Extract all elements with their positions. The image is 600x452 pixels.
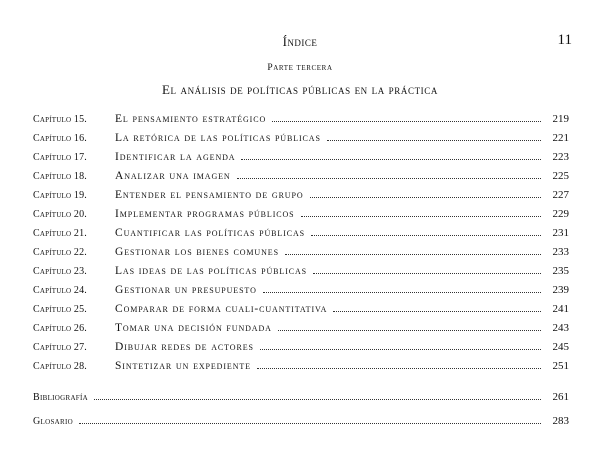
chapter-page: 229 [552,208,569,220]
toc-row [33,168,569,184]
toc-row [33,282,569,298]
chapter-label: Capítulo 23. [33,266,88,277]
toc-row [33,358,569,374]
chapter-page: 239 [552,284,569,296]
dot-leader [260,339,541,350]
dot-leader [272,111,541,122]
toc-row [33,244,569,260]
chapter-page: 245 [552,341,569,353]
toc-row [33,149,569,165]
chapter-label: Capítulo 21. [33,228,88,239]
page-number: 11 [557,32,572,48]
chapter-label: Capítulo 17. [33,152,88,163]
chapter-page: 241 [552,303,569,315]
toc-row [33,263,569,279]
chapter-title: La retórica de las políticas públicas [115,132,321,144]
chapter-title: Sintetizar un expediente [115,360,251,372]
dot-leader [94,389,541,400]
dot-leader [313,263,541,274]
chapter-page: 221 [552,132,569,144]
chapter-title: Cuantificar las políticas públicas [115,227,306,239]
dot-leader [310,187,541,198]
chapter-title: Identificar la agenda [115,151,236,163]
dot-leader [327,130,541,141]
dot-leader [263,282,541,293]
dot-leader [257,358,541,369]
dot-leader [311,225,541,236]
dot-leader [237,168,541,179]
dot-leader [79,413,541,424]
chapter-label: Capítulo 20. [33,209,88,220]
chapter-label: Capítulo 25. [33,304,88,315]
part-label: Parte tercera [267,63,333,73]
chapter-page: 233 [552,246,569,258]
chapter-page: 231 [552,227,569,239]
toc-row [33,320,569,336]
chapter-page: 251 [552,360,569,372]
chapter-label: Capítulo 26. [33,323,88,334]
dot-leader [241,149,541,160]
chapter-title: Gestionar un presupuesto [115,284,257,296]
dot-leader [301,206,541,217]
chapter-title: Las ideas de las políticas públicas [115,265,308,277]
chapter-label: Capítulo 15. [33,114,88,125]
toc-row [33,111,569,127]
toc-row [33,339,569,355]
back-matter-title: Bibliografía [33,392,88,403]
chapter-page: 235 [552,265,569,277]
chapter-page: 225 [552,170,569,182]
chapter-label: Capítulo 18. [33,171,88,182]
chapter-label: Capítulo 16. [33,133,88,144]
toc-row [33,206,569,222]
chapter-title: Implementar programas públicos [115,208,295,220]
chapter-title: Tomar una decisión fundada [115,322,272,334]
chapter-title: Analizar una imagen [115,170,231,182]
chapter-label: Capítulo 27. [33,342,88,353]
dot-leader [278,320,541,331]
chapter-label: Capítulo 19. [33,190,88,201]
chapter-title: Gestionar los bienes comunes [115,246,279,258]
toc-row-glossary [33,413,569,429]
chapter-title: Dibujar redes de actores [115,341,254,353]
chapter-label: Capítulo 22. [33,247,88,258]
chapter-title: Entender el pensamiento de grupo [115,189,304,201]
part-title: El análisis de políticas públicas en la práctica [161,82,438,97]
dot-leader [333,301,541,312]
chapter-title: Comparar de forma cuali-cuantitativa [115,303,328,315]
back-matter-page: 261 [552,391,569,403]
dot-leader [285,244,541,255]
back-matter-page: 283 [552,415,569,427]
toc-row [33,187,569,203]
chapter-page: 223 [552,151,569,163]
chapter-page: 219 [552,113,569,125]
toc-row-bibliography [33,389,569,405]
chapter-label: Capítulo 24. [33,285,88,296]
chapter-page: 243 [552,322,569,334]
page-header-title: Índice [282,34,318,49]
chapter-label: Capítulo 28. [33,361,88,372]
chapter-title: El pensamiento estratégico [115,113,267,125]
chapter-page: 227 [552,189,569,201]
back-matter-title: Glosario [33,416,73,427]
toc-row [33,225,569,241]
toc-row [33,130,569,146]
toc-row [33,301,569,317]
